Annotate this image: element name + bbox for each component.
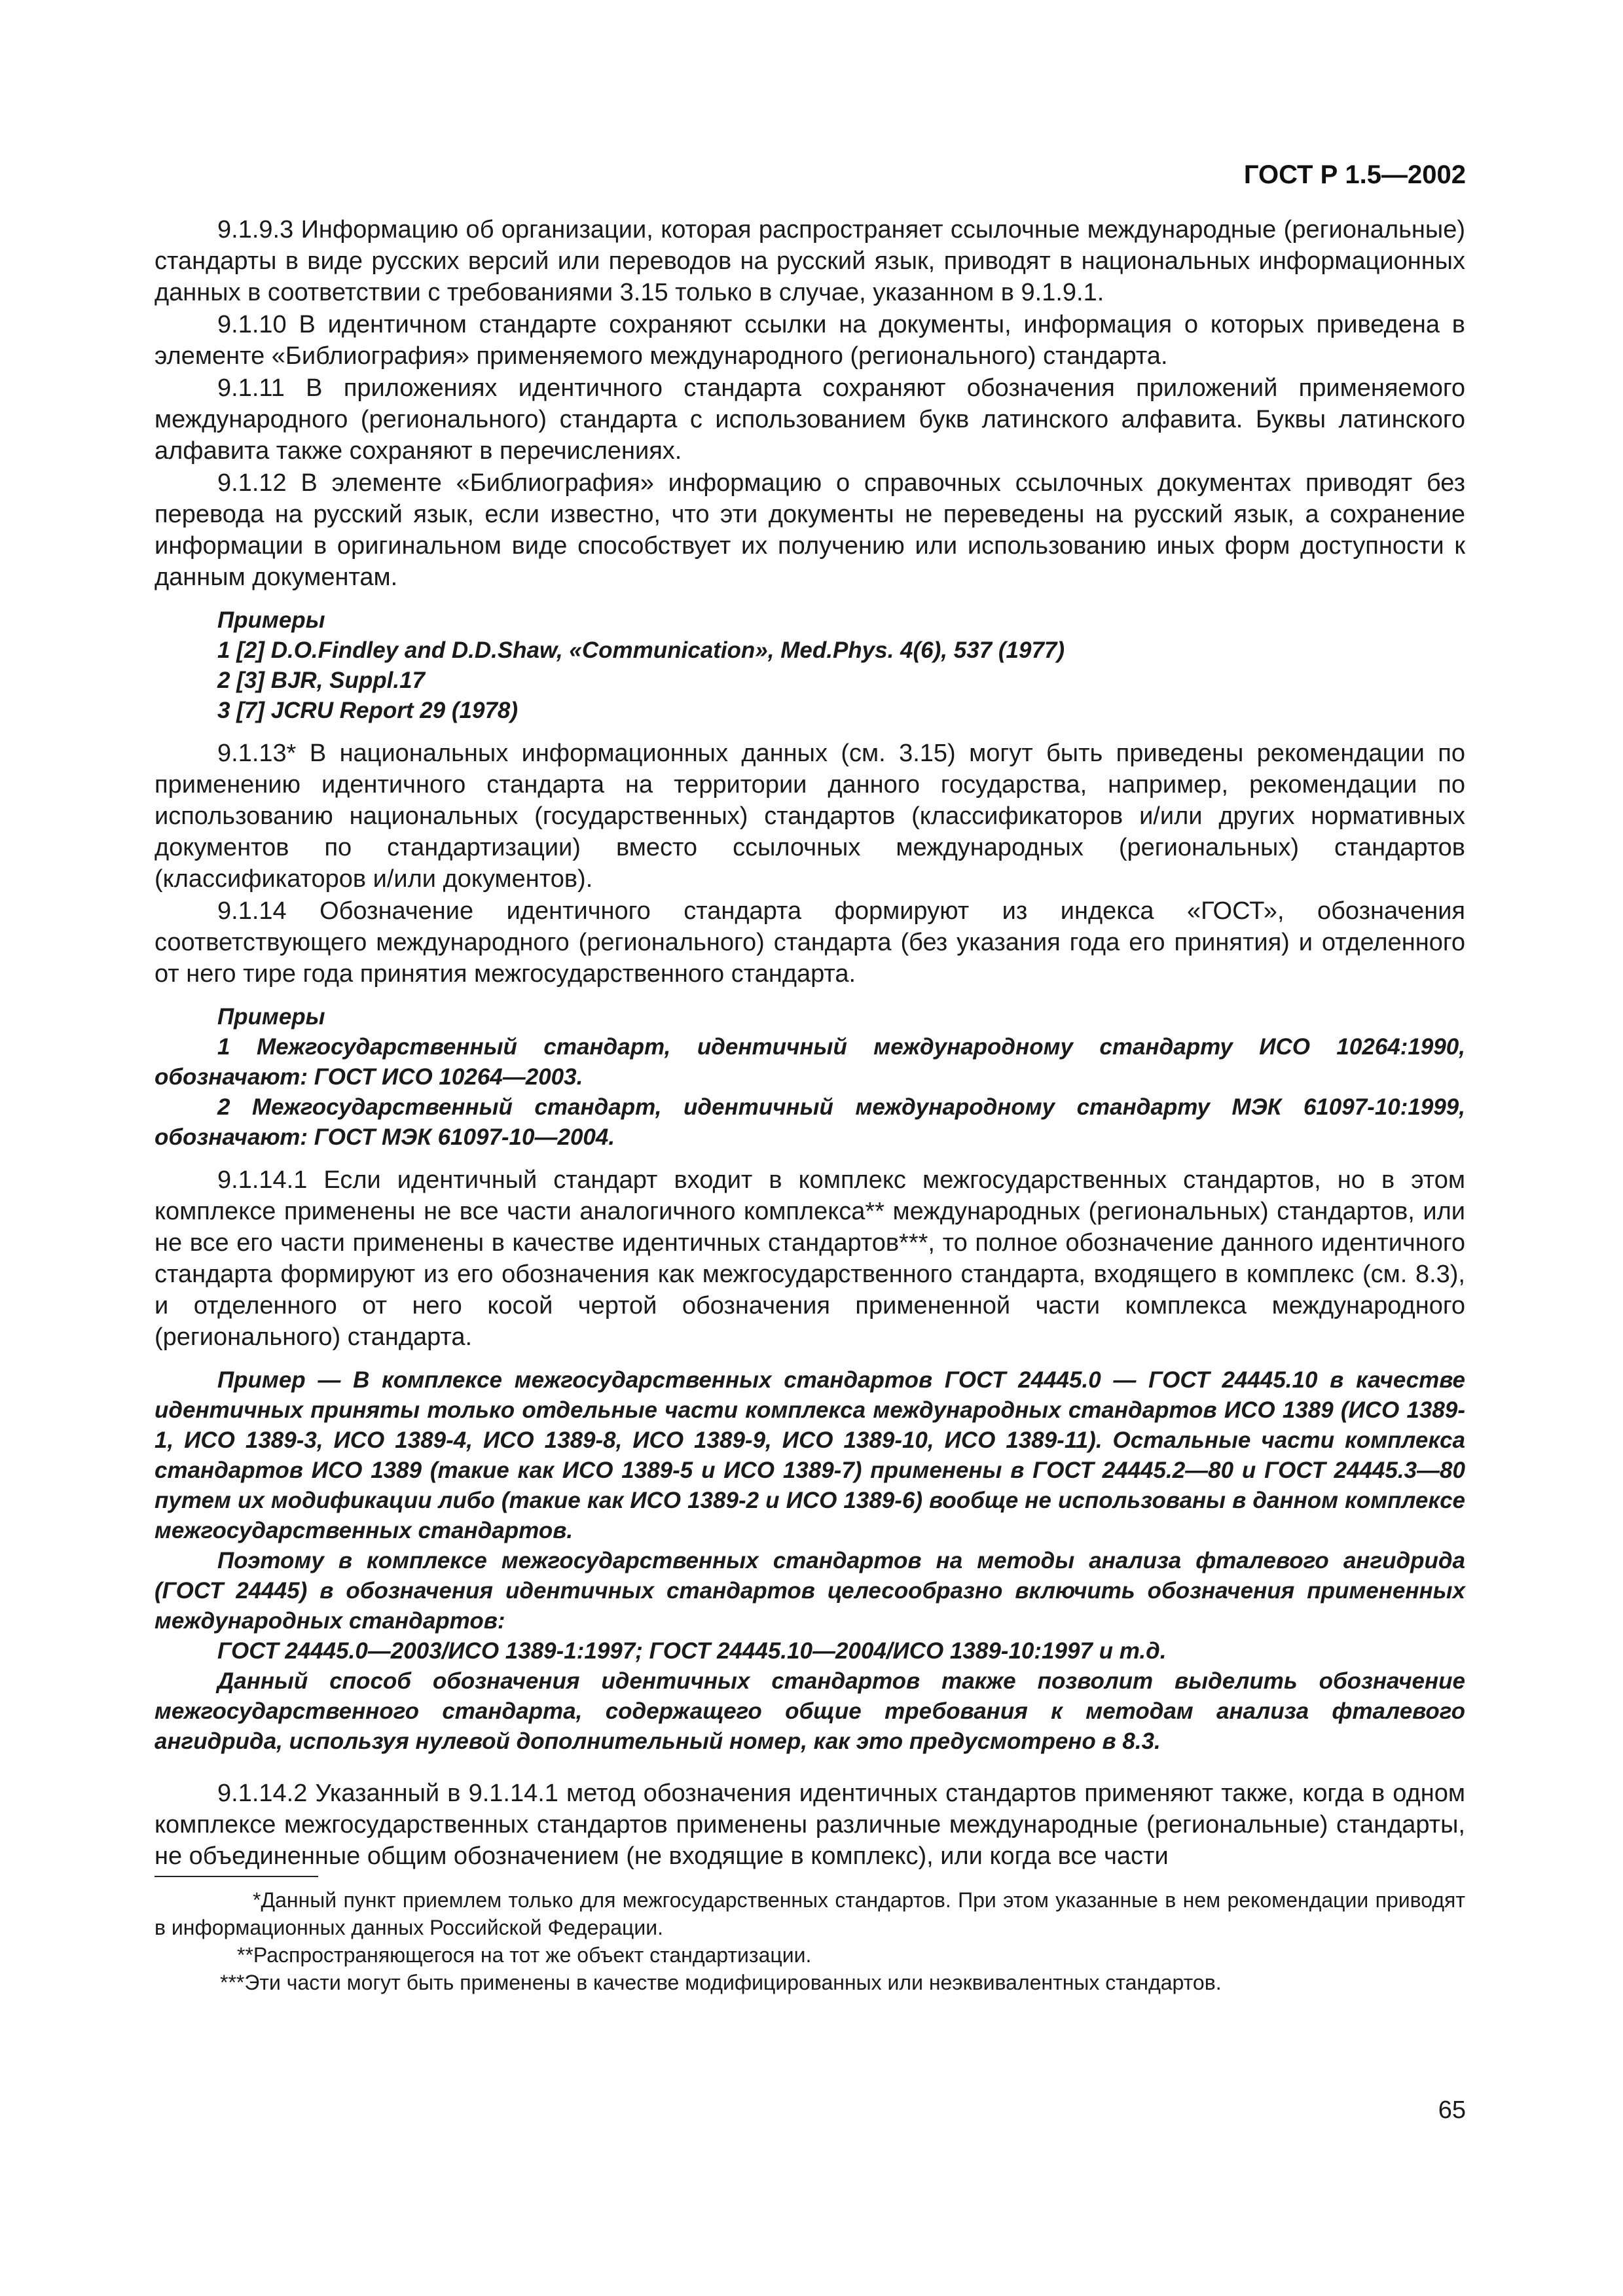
footnote: *Данный пункт приемлем только для межгосударственных стандартов. При этом указанные в нем рекомендации приводят в информационных данных Российской Федерации. bbox=[155, 1888, 1465, 1939]
paragraph-9-1-14-2: 9.1.14.2 Указанный в 9.1.14.1 метод обозначения идентичных стандартов применяют также, когда в одном комплексе межгосударственных стандартов применены различные международные (региональные) стандарты, не объединенные общим обозначением (не входящие в комплекс), или когда все части bbox=[155, 1780, 1465, 1870]
example-text: Пример — В комплексе межгосударственных стандартов ГОСТ 24445.0 — ГОСТ 24445.10 в качестве идентичных приняты только отдельные части комплекса международных стандартов ИСО 1389 (ИСО 1389-1, ИСО 1389-3, ИСО 1389-4, ИСО 1389-8, ИСО 1389-9, ИСО 1389-10, ИСО 1389-11). Остальные части комплекса стандартов ИСО 1389 (такие как ИСО 1389-5 и ИСО 1389-7) применены в ГОСТ 24445.2—80 и ГОСТ 24445.3—80 путем их модификации либо (такие как ИСО 1389-2 и ИСО 1389-6) вообще не использованы в данном комплексе межгосударственных стандартов. bbox=[155, 1367, 1465, 1543]
paragraph-9-1-11: 9.1.11 В приложениях идентичного стандарта сохраняют обозначения приложений применяемого международного (регионального) стандарта с использованием букв латинского алфавита. Буквы латинского алфавита также сохраняют в перечислениях. bbox=[155, 374, 1465, 465]
example-item: 1 [2] D.O.Findley and D.D.Shaw, «Communication», Med.Phys. 4(6), 537 (1977) bbox=[217, 637, 1065, 663]
examples-title: Примеры bbox=[217, 607, 325, 633]
example-text: Данный способ обозначения идентичных стандартов также позволит выделить обозначение межгосударственного стандарта, содержащего общие требования к методам анализа фталевого ангидрида, используя нулевой дополнительный номер, как это предусмотрено в 8.3. bbox=[155, 1668, 1465, 1754]
examples-designation bbox=[155, 1002, 1465, 1153]
paragraph-9-1-14: 9.1.14 Обозначение идентичного стандарта формируют из индекса «ГОСТ», обозначения соответствующего международного (регионального) стандарта (без указания года его принятия) и отделенного от него тире года принятия межгосударственного стандарта. bbox=[155, 897, 1465, 988]
paragraph-9-1-9-3: 9.1.9.3 Информацию об организации, которая распространяет ссылочные международные (региональные) стандарты в виде русских версий или переводов на русский язык, приводят в национальных информационных данных в соответствии с требованиями 3.15 только в случае, указанном в 9.1.9.1. bbox=[155, 216, 1465, 306]
example-item: 1 Межгосударственный стандарт, идентичный международному стандарту ИСО 10264:1990, обозначают: ГОСТ ИСО 10264—2003. bbox=[155, 1034, 1465, 1090]
footnote-divider bbox=[155, 1876, 318, 1877]
example-text: Поэтому в комплексе межгосударственных стандартов на методы анализа фталевого ангидрида (ГОСТ 24445) в обозначения идентичных стандартов целесообразно включить обозначения примененных международных стандартов: bbox=[155, 1548, 1465, 1634]
paragraph-9-1-10: 9.1.10 В идентичном стандарте сохраняют ссылки на документы, информация о которых приведена в элементе «Библиография» применяемого международного (регионального) стандарта. bbox=[155, 311, 1465, 370]
page-body bbox=[155, 152, 1465, 1996]
footnote: **Распространяющегося на тот же объект стандартизации. bbox=[237, 1943, 812, 1967]
paragraph-9-1-13: 9.1.13* В национальных информационных данных (см. 3.15) могут быть приведены рекомендации по применению идентичного стандарта на территории данного государства, например, рекомендации по использованию национальных (государственных) стандартов (классификаторов и/или других нормативных документов по стандартизации) вместо ссылочных международных (региональных) стандартов (классификаторов и/или документов). bbox=[155, 740, 1465, 893]
paragraph-9-1-12: 9.1.12 В элементе «Библиография» информацию о справочных ссылочных документах приводят без перевода на русский язык, если известно, что эти документы не переведены на русский язык, а сохранение информации в оригинальном виде способствует их получению или использованию иных форм доступности к данным документам. bbox=[155, 469, 1465, 591]
example-item: 2 Межгосударственный стандарт, идентичный международному стандарту МЭК 61097-10:1999, обозначают: ГОСТ МЭК 61097-10—2004. bbox=[155, 1094, 1465, 1150]
example-item: 3 [7] JCRU Report 29 (1978) bbox=[217, 698, 519, 723]
example-item: 2 [3] BJR, Suppl.17 bbox=[217, 668, 426, 693]
footnote: ***Эти части могут быть применены в качестве модифицированных или неэквивалентных стандартов. bbox=[220, 1971, 1222, 1994]
page-number: 65 bbox=[1438, 2096, 1466, 2124]
example-text: ГОСТ 24445.0—2003/ИСО 1389-1:1997; ГОСТ 24445.10—2004/ИСО 1389-10:1997 и т.д. bbox=[217, 1638, 1167, 1664]
examples-title: Примеры bbox=[217, 1004, 325, 1030]
examples-bibliography bbox=[155, 605, 1465, 726]
document-header-code: ГОСТ Р 1.5—2002 bbox=[1243, 160, 1466, 189]
paragraph-9-1-14-1: 9.1.14.1 Если идентичный стандарт входит в комплекс межгосударственных стандартов, но в этом комплексе применены не все части аналогичного комплекса** международных (региональных) стандартов, или не все его части применены в качестве идентичных стандартов***, то полное обозначение данного идентичного стандарта формируют из его обозначения как межгосударственного стандарта, входящего в комплекс (см. 8.3), и отделенного от него косой чертой обозначения примененной части комплекса международного (регионального) стандарта. bbox=[155, 1166, 1465, 1351]
example-complex bbox=[155, 1365, 1465, 1757]
